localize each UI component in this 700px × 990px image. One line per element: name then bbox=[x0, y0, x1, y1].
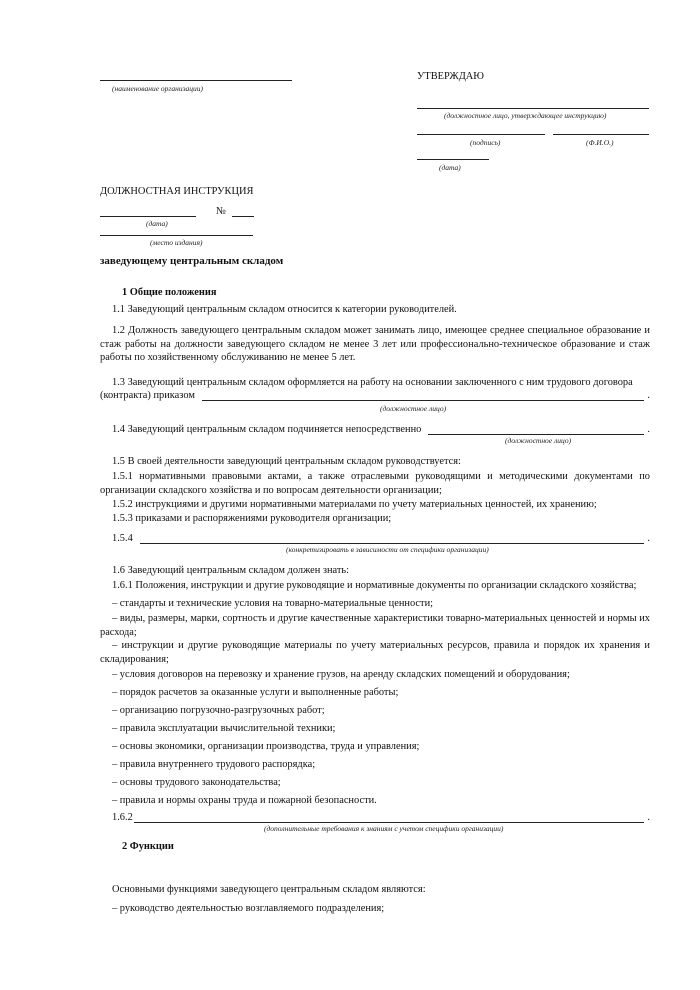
paragraph-1-2: 1.2 Должность заведующего центральным складом может занимать лицо, имеющее среднее специальное образование и стаж работы на должности заведующего складом не менее 3 лет или профессионально-техническое образование и стаж работы по хозяйственному обслуживанию не менее 5 лет. bbox=[100, 325, 650, 363]
org-name-line bbox=[100, 80, 292, 81]
list-item: – руководство деятельностью возглавляемого подразделения; bbox=[112, 903, 385, 914]
paragraph-1-4-fill-line bbox=[428, 434, 644, 435]
list-item: – условия договоров на перевозку и хранение грузов, на аренду складских помещений и оборудования; bbox=[112, 669, 570, 680]
approve-label: УТВЕРЖДАЮ bbox=[417, 71, 484, 82]
section-1-heading: 1 Общие положения bbox=[122, 287, 217, 298]
doc-number-line bbox=[232, 216, 254, 217]
list-item: – основы экономики, организации производства, труда и управления; bbox=[112, 741, 420, 752]
paragraph-1-5-4-fill-line bbox=[140, 543, 644, 544]
list-item: – правила внутреннего трудового распорядка; bbox=[112, 759, 316, 770]
fio-caption: (Ф.И.О.) bbox=[586, 138, 614, 147]
paragraph-1-5-1: 1.5.1 нормативными правовыми актами, а также отраслевыми руководящими и методическими документами по организации складского хозяйства и по вопросам деятельности организации; bbox=[100, 471, 650, 496]
approve-date-line bbox=[417, 159, 489, 160]
signature-line bbox=[417, 134, 545, 135]
section-2-intro: Основными функциями заведующего центральным складом являются: bbox=[112, 884, 426, 895]
list-item: – стандарты и технические условия на товарно-материальные ценности; bbox=[112, 598, 434, 609]
doc-date-line bbox=[100, 216, 196, 217]
paragraph-1-5-3: 1.5.3 приказами и распоряжениями руководителя организации; bbox=[112, 513, 392, 524]
doc-number-mark: № bbox=[216, 206, 226, 217]
place-caption: (место издания) bbox=[150, 238, 203, 247]
list-item: – правила эксплуатации вычислительной техники; bbox=[112, 723, 336, 734]
approve-date-caption: (дата) bbox=[439, 163, 461, 172]
paragraph-1-3-fill-line bbox=[202, 400, 644, 401]
paragraph-1-6: 1.6 Заведующий центральным складом должен знать: bbox=[112, 565, 350, 576]
paragraph-1-3-dot: . bbox=[647, 390, 650, 401]
approver-position-caption: (должностное лицо, утверждающее инструкцию) bbox=[444, 111, 607, 120]
paragraph-1-5: 1.5 В своей деятельности заведующий центральным складом руководствуется: bbox=[112, 456, 461, 467]
paragraph-1-6-1: 1.6.1 Положения, инструкции и другие руководящие и нормативные документы по организации складского хозяйства; bbox=[112, 580, 637, 591]
paragraph-1-6-2-caption: (дополнительные требования к знаниям с учетом специфики организации) bbox=[264, 824, 504, 833]
list-item: – виды, размеры, марки, сортность и другие качественные характеристики товарно-материальных ценностей и нормы их расхода; bbox=[100, 613, 650, 638]
list-item: – организацию погрузочно-разгрузочных работ; bbox=[112, 705, 325, 716]
list-item: – правила и нормы охраны труда и пожарной безопасности. bbox=[112, 795, 377, 806]
paragraph-1-5-4-caption: (конкретизировать в зависимости от специфики организации) bbox=[286, 545, 489, 554]
paragraph-1-4-dot: . bbox=[647, 424, 650, 435]
document-subtitle: заведующему центральным складом bbox=[100, 255, 284, 267]
paragraph-1-5-4-dot: . bbox=[647, 533, 650, 544]
paragraph-1-3-line1: 1.3 Заведующий центральным складом оформляется на работу на основании заключенного с ним трудового договора bbox=[112, 377, 633, 388]
fio-line bbox=[553, 134, 649, 135]
org-name-caption: (наименование организации) bbox=[112, 84, 204, 93]
paragraph-1-5-2: 1.5.2 инструкциями и другими нормативными материалами по учету материальных ценностей, их хранению; bbox=[112, 499, 597, 510]
document-title: ДОЛЖНОСТНАЯ ИНСТРУКЦИЯ bbox=[100, 186, 254, 197]
list-item: – порядок расчетов за оказанные услуги и выполненные работы; bbox=[112, 687, 399, 698]
doc-date-caption: (дата) bbox=[146, 219, 168, 228]
paragraph-1-3-caption: (должностное лицо) bbox=[380, 404, 447, 413]
paragraph-1-4-label: 1.4 Заведующий центральным складом подчиняется непосредственно bbox=[112, 424, 422, 435]
list-item: – основы трудового законодательства; bbox=[112, 777, 281, 788]
signature-caption: (подпись) bbox=[470, 138, 501, 147]
paragraph-1-3-label: (контракта) приказом bbox=[100, 390, 195, 401]
paragraph-1-5-4-label: 1.5.4 bbox=[112, 533, 133, 544]
list-item: – инструкции и другие руководящие материалы по учету материальных ресурсов, правила и порядок их хранения и складирования; bbox=[100, 640, 650, 665]
place-line bbox=[100, 235, 253, 236]
section-2-heading: 2 Функции bbox=[122, 841, 174, 852]
paragraph-1-6-2-dot: . bbox=[647, 812, 650, 823]
approver-position-line bbox=[417, 108, 649, 109]
paragraph-1-6-2-label: 1.6.2 bbox=[112, 812, 133, 823]
paragraph-1-6-2-fill-line bbox=[134, 822, 644, 823]
paragraph-1-1: 1.1 Заведующий центральным складом относится к категории руководителей. bbox=[112, 304, 457, 315]
paragraph-1-4-caption: (должностное лицо) bbox=[505, 436, 572, 445]
